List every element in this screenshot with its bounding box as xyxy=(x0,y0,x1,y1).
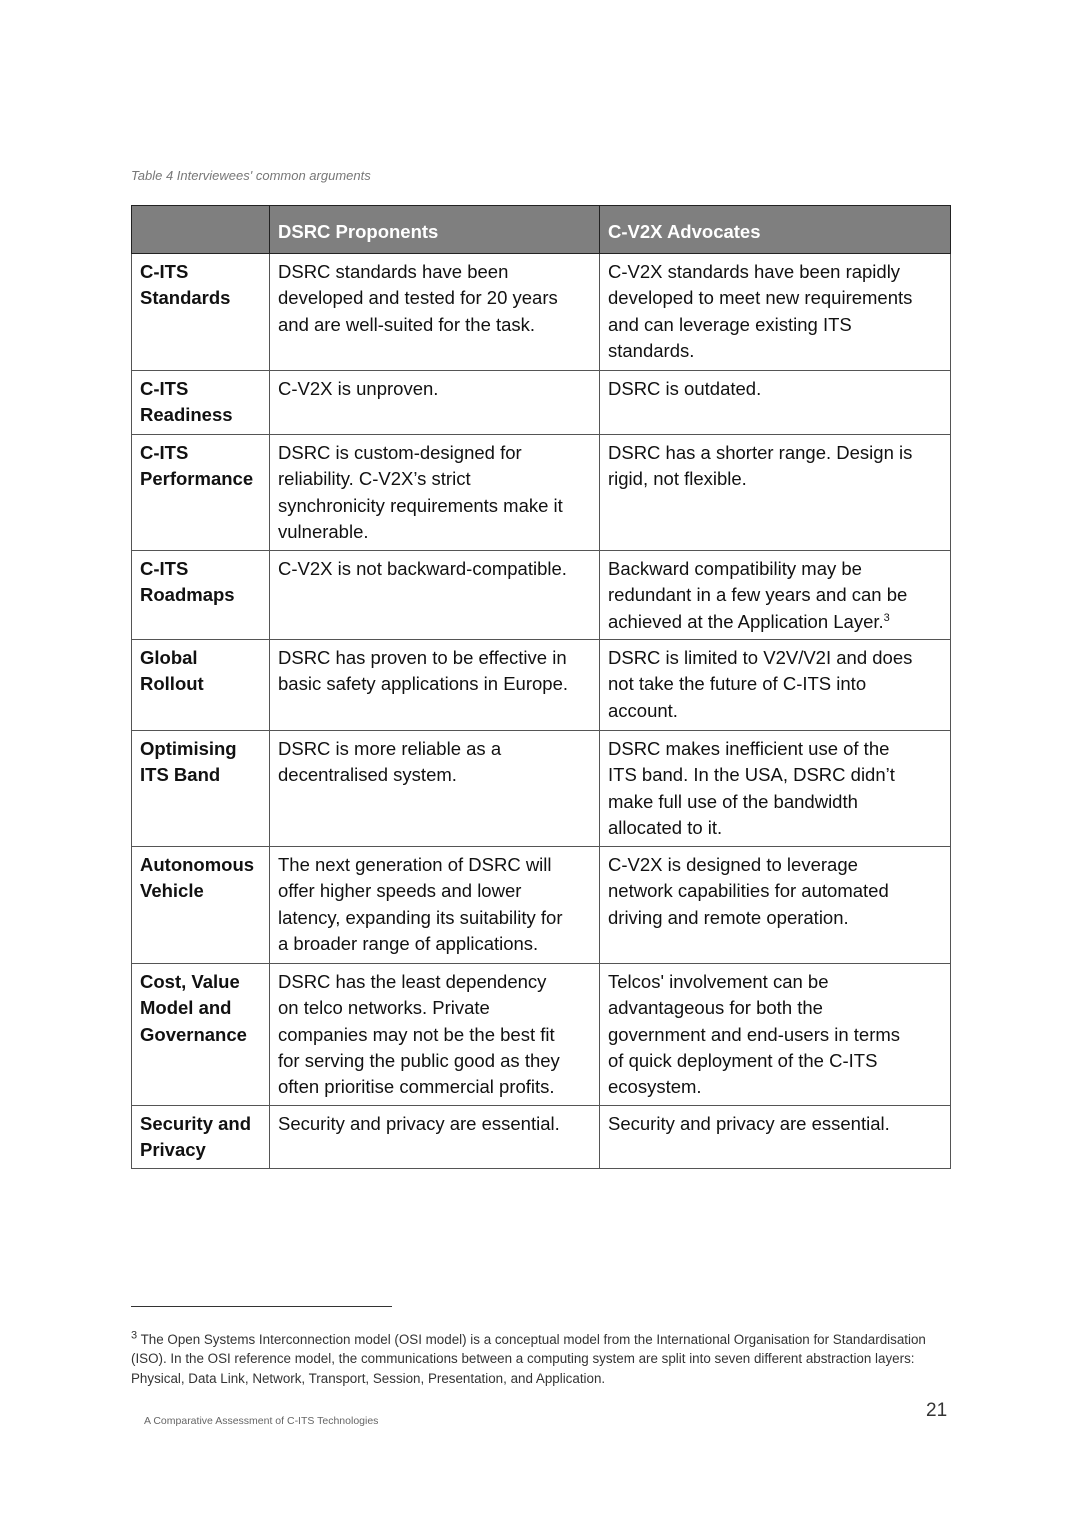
cv2x-argument: C-V2X is designed to leverage network capabilities for automated driving and remote operation. xyxy=(600,847,951,964)
cv2x-argument: Security and privacy are essential. xyxy=(600,1106,951,1169)
cv2x-argument: DSRC has a shorter range. Design is rigid, not flexible. xyxy=(600,435,951,551)
dsrc-argument: C-V2X is unproven. xyxy=(270,371,600,435)
row-topic: Cost, Value Model and Governance xyxy=(132,964,270,1106)
dsrc-argument: DSRC is custom-designed for reliability. C-V2X’s strict synchronicity requirements make it vulnerable. xyxy=(270,435,600,551)
table-row xyxy=(132,964,951,1106)
cv2x-argument: DSRC is limited to V2V/V2I and does not take the future of C-ITS into account. xyxy=(600,640,951,731)
row-topic: Security and Privacy xyxy=(132,1106,270,1169)
dsrc-argument: Security and privacy are essential. xyxy=(270,1106,600,1169)
table-row xyxy=(132,1106,951,1169)
footer-title: A Comparative Assessment of C-ITS Technologies xyxy=(144,1415,379,1427)
dsrc-argument: DSRC standards have been developed and tested for 20 years and are well-suited for the task. xyxy=(270,254,600,371)
footnote xyxy=(131,1330,931,1388)
dsrc-argument: DSRC has proven to be effective in basic safety applications in Europe. xyxy=(270,640,600,731)
table-row xyxy=(132,254,951,371)
dsrc-argument: DSRC has the least dependency on telco networks. Private companies may not be the best fit for serving the public good as they often prioritise commercial profits. xyxy=(270,964,600,1106)
row-topic: C-ITS Standards xyxy=(132,254,270,371)
footnote-number: 3 xyxy=(131,1329,138,1342)
header-topic xyxy=(132,206,270,254)
dsrc-argument: DSRC is more reliable as a decentralised system. xyxy=(270,731,600,847)
footnote-reference[interactable]: 3 xyxy=(883,611,890,624)
row-topic: C-ITS Performance xyxy=(132,435,270,551)
page-number: 21 xyxy=(926,1400,948,1421)
row-topic: Optimising ITS Band xyxy=(132,731,270,847)
row-topic: C-ITS Roadmaps xyxy=(132,551,270,640)
table-row xyxy=(132,847,951,964)
table-caption: Table 4 Interviewees' common arguments xyxy=(131,168,371,183)
row-topic: C-ITS Readiness xyxy=(132,371,270,435)
table-row xyxy=(132,551,951,640)
row-topic: Autonomous Vehicle xyxy=(132,847,270,964)
header-dsrc: DSRC Proponents xyxy=(270,206,600,254)
cv2x-argument: DSRC is outdated. xyxy=(600,371,951,435)
cv2x-argument: C-V2X standards have been rapidly developed to meet new requirements and can leverage existing ITS standards. xyxy=(600,254,951,371)
cv2x-argument: Telcos' involvement can be advantageous for both the government and end-users in terms of quick deployment of the C-ITS ecosystem. xyxy=(600,964,951,1106)
arguments-table xyxy=(131,205,951,1169)
footnote-divider xyxy=(131,1306,392,1307)
footnote-text: The Open Systems Interconnection model (OSI model) is a conceptual model from the International Organisation for Standardisation (ISO). In the OSI reference model, the communications between a computing system are split into seven different abstraction layers: Physical, Data Link, Network, Transport, Session, Presentation, and Application. xyxy=(131,1332,926,1386)
cv2x-argument: Backward compatibility may be redundant in a few years and can be achieved at the Application Layer.$^3$ xyxy=(600,551,951,640)
table-row xyxy=(132,640,951,731)
cv2x-argument: DSRC makes inefficient use of the ITS band. In the USA, DSRC didn’t make full use of the bandwidth allocated to it. xyxy=(600,731,951,847)
table-row xyxy=(132,435,951,551)
table-row xyxy=(132,371,951,435)
table-header-row xyxy=(132,206,951,254)
dsrc-argument: C-V2X is not backward-compatible. xyxy=(270,551,600,640)
dsrc-argument: The next generation of DSRC will offer higher speeds and lower latency, expanding its suitability for a broader range of applications. xyxy=(270,847,600,964)
row-topic: Global Rollout xyxy=(132,640,270,731)
header-cv2x: C-V2X Advocates xyxy=(600,206,951,254)
table-row xyxy=(132,731,951,847)
